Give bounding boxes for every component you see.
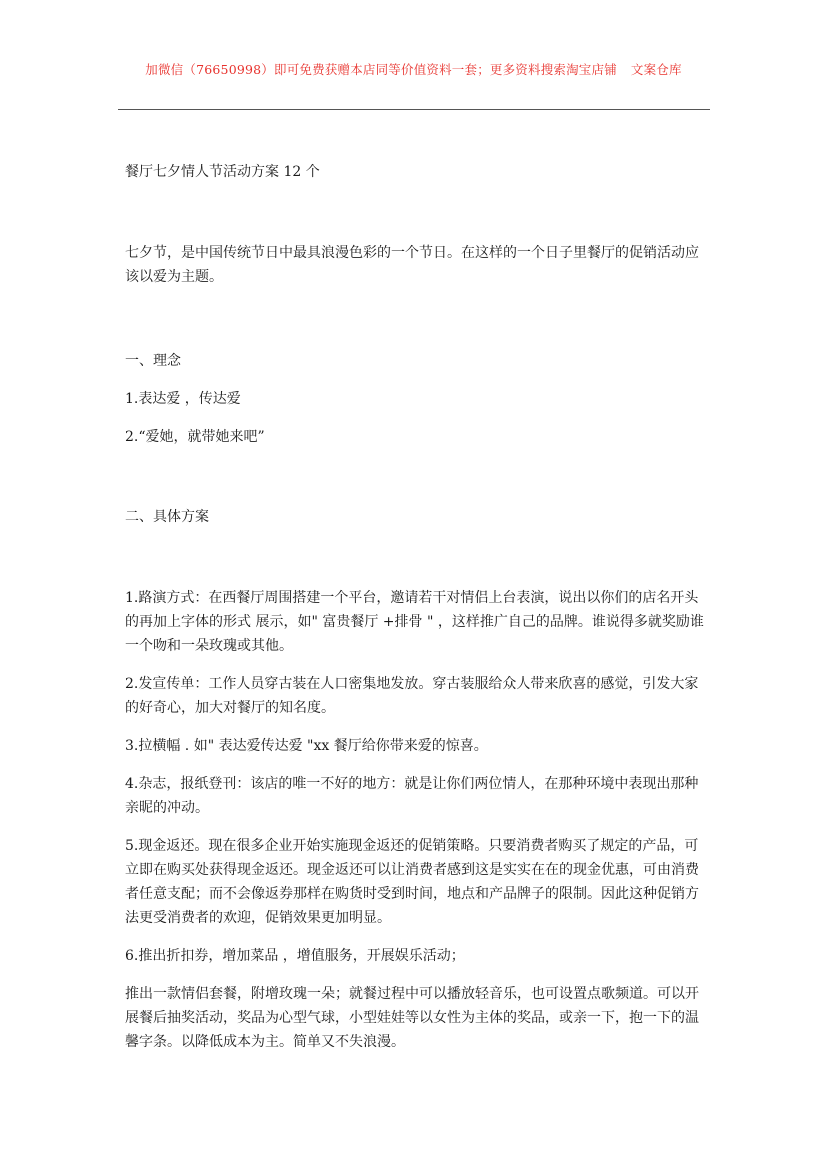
plan-item: 2.发宣传单：工作人员穿古装在人口密集地发放。穿古装服给众人带来欣喜的感觉，引发大家的好奇心，加大对餐厅的知名度。	[125, 676, 699, 716]
document-body	[125, 160, 707, 1068]
plan-item: 4.杂志，报纸登刊：该店的唯一不好的地方：就是让你们两位情人，在那种环境中表现出那种亲昵的冲动。	[125, 776, 699, 816]
header-divider	[118, 109, 710, 110]
plan-item: 推出一款情侣套餐，附增玫瑰一朵；就餐过程中可以播放轻音乐，也可设置点歌频道。可以开展餐后抽奖活动，奖品为心型气球，小型娃娃等以女性为主体的奖品，或亲一下，抱一下的温馨字条。以降低成本为主。简单又不失浪漫。	[125, 986, 699, 1050]
header-note	[0, 60, 827, 78]
concept-item: 1.表达爱 ，传达爱	[125, 391, 241, 407]
header-note-text: 加微信（76650998）即可免费获赠本店同等价值资料一套；更多资料搜索淘宝店铺	[145, 62, 617, 77]
section-heading-plan: 二、具体方案	[125, 509, 209, 525]
document-title: 餐厅七夕情人节活动方案 12 个	[125, 164, 320, 180]
plan-item: 5.现金返还。现在很多企业开始实施现金返还的促销策略。只要消费者购买了规定的产品，可立即在购买处获得现金返还。现金返还可以让消费者感到这是实实在在的现金优惠，可由消费者任意支配；而不会像返券那样在购货时受到时间，地点和产品牌子的限制。因此这种促销方法更受消费者的欢迎，促销效果更加明显。	[125, 838, 699, 926]
section-heading-concept: 一、理念	[125, 353, 181, 369]
plan-item: 3.拉横幅 . 如" 表达爱传达爱 "xx 餐厅给你带来爱的惊喜。	[125, 738, 488, 754]
header-shop-name: 文案仓库	[630, 62, 682, 77]
concept-item: 2.“爱她，就带她来吧”	[125, 429, 265, 445]
plan-item: 1.路演方式：在西餐厅周围搭建一个平台，邀请若干对情侣上台表演，说出以你们的店名开头的再加上字体的形式 展示，如" 富贵餐厅 +排骨 " ，这样推广自己的品牌。谁说得多就奖励谁一个吻和一朵玫瑰或其他。	[125, 590, 704, 654]
intro-paragraph: 七夕节，是中国传统节日中最具浪漫色彩的一个节日。在这样的一个日子里餐厅的促销活动应该以爱为主题。	[125, 245, 699, 285]
plan-item: 6.推出折扣券，增加菜品 ，增值服务，开展娱乐活动；	[125, 948, 465, 964]
